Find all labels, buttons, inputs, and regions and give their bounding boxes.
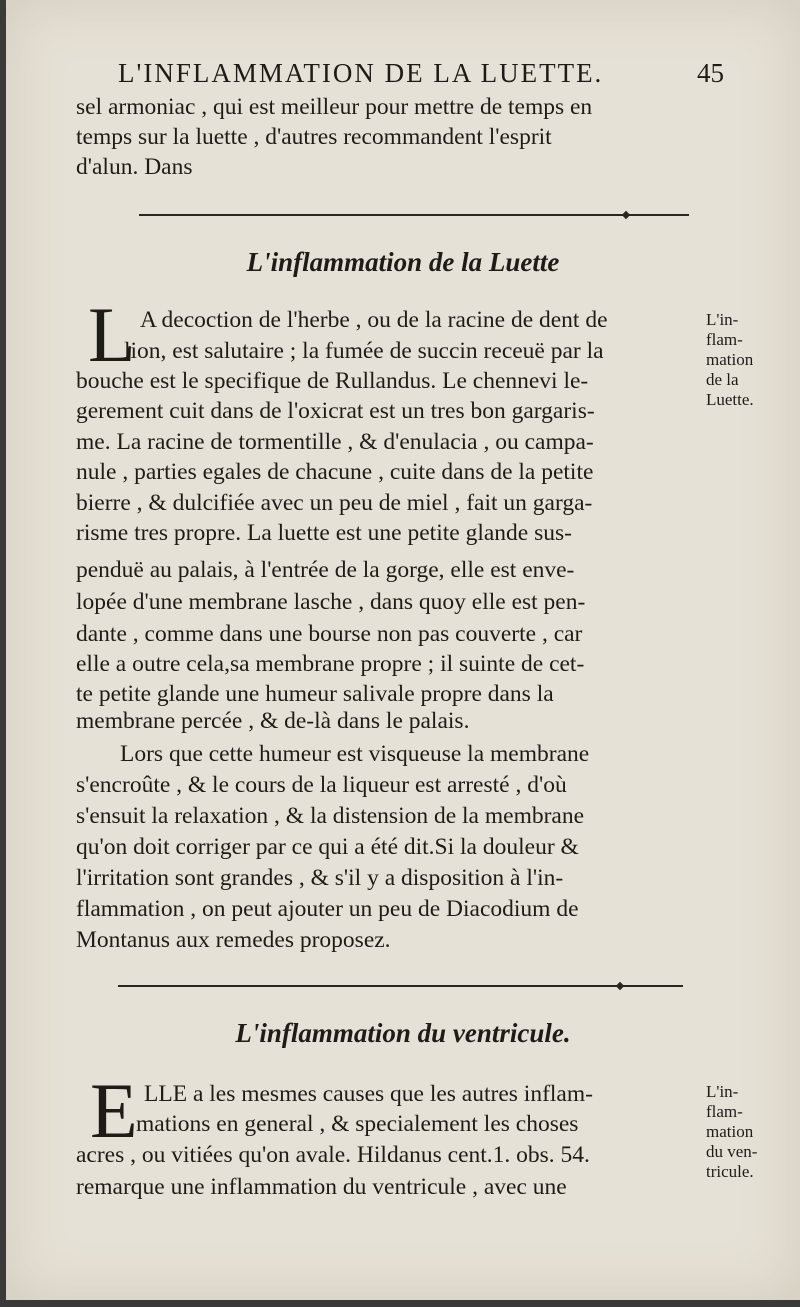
text-line: me. La racine de tormentille , & d'enulacia , ou campa-: [76, 429, 594, 455]
drop-cap: E: [90, 1067, 138, 1154]
text-line: mations en general , & specialement les choses: [136, 1111, 579, 1137]
text-line: bierre , & dulcifiée avec un peu de miel , fait un garga-: [76, 490, 593, 516]
text-line: gerement cuit dans de l'oxicrat est un tres bon gargaris-: [76, 398, 595, 424]
text-line: risme tres propre. La luette est une petite glande sus-: [76, 520, 572, 546]
text-line: lopée d'une membrane lasche , dans quoy elle est pen-: [76, 589, 586, 615]
text-line: flammation , on peut ajouter un peu de Diacodium de: [76, 896, 579, 922]
text-line: acres , ou vitiées qu'on avale. Hildanus cent.1. obs. 54.: [76, 1142, 590, 1168]
drop-cap: L: [88, 291, 136, 378]
section-divider: [118, 985, 683, 987]
margin-note-ventricule: L'in- flam- mation du ven- tricule.: [706, 1082, 758, 1181]
text-line: membrane percée , & de-là dans le palais.: [76, 708, 470, 734]
text-line: penduë au palais, à l'entrée de la gorge, elle est enve-: [76, 557, 575, 583]
text-line: remarque une inflammation du ventricule , avec une: [76, 1174, 567, 1200]
text-line: qu'on doit corriger par ce qui a été dit.Si la douleur &: [76, 834, 579, 860]
text-line: elle a outre cela,sa membrane propre ; il suinte de cet-: [76, 651, 585, 677]
text-line: s'encroûte , & le cours de la liqueur est arresté , d'où: [76, 772, 567, 798]
text-line: d'alun. Dans: [76, 154, 193, 180]
text-line: lion, est salutaire ; la fumée de succin receuë par la: [124, 338, 604, 364]
section-divider: [139, 214, 689, 216]
page-number: 45: [697, 58, 724, 88]
margin-note-luette: L'in- flam- mation de la Luette.: [706, 310, 754, 409]
text-line: s'ensuit la relaxation , & la distension de la membrane: [76, 803, 585, 829]
section-title-luette: L'inflammation de la Luette: [246, 247, 560, 277]
text-line: LLE a les mesmes causes que les autres inflam-: [144, 1081, 593, 1107]
running-title: L'INFLAMMATION DE LA LUETTE.: [118, 58, 604, 88]
text-line: l'irritation sont grandes , & s'il y a disposition à l'in-: [76, 865, 564, 891]
text-line: nule , parties egales de chacune , cuite dans de la petite: [76, 459, 594, 485]
text-line: dante , comme dans une bourse non pas couverte , car: [76, 621, 583, 647]
section-title-ventricule: L'inflammation du ventricule.: [235, 1018, 571, 1048]
book-page: [6, 0, 800, 1300]
text-line: te petite glande une humeur salivale propre dans la: [76, 681, 554, 707]
text-line: sel armoniac , qui est meilleur pour mettre de temps en: [76, 94, 593, 120]
running-head: [118, 58, 724, 89]
text-line: Montanus aux remedes proposez.: [76, 927, 391, 953]
text-line: Lors que cette humeur est visqueuse la membrane: [120, 741, 590, 767]
text-line: bouche est le specifique de Rullandus. Le chennevi le-: [76, 368, 589, 394]
text-line: A decoction de l'herbe , ou de la racine de dent de: [140, 307, 608, 333]
text-line: temps sur la luette , d'autres recommandent l'esprit: [76, 124, 552, 150]
